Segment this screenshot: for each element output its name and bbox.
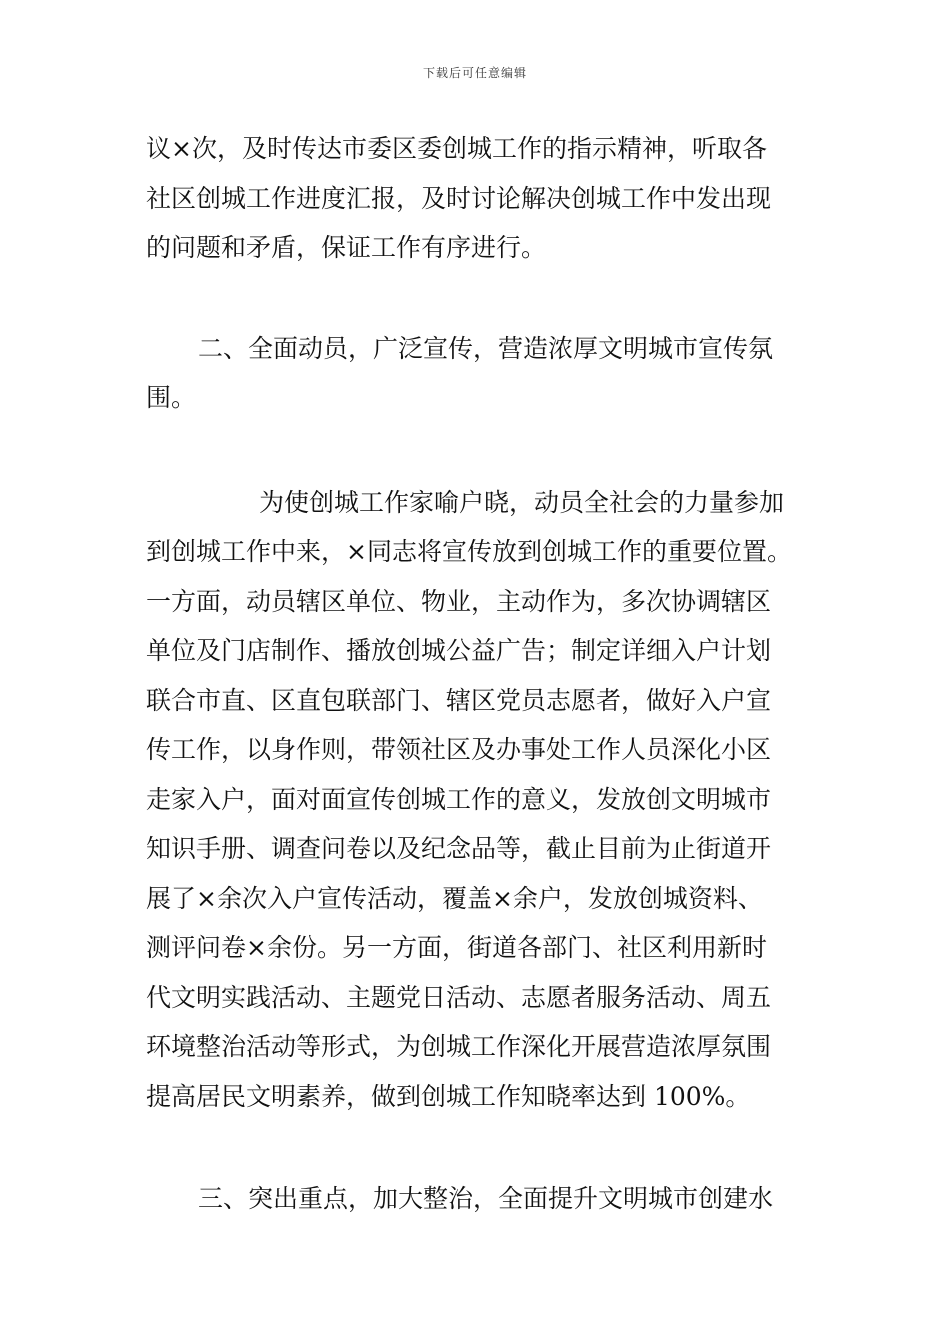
page-header: 下载后可任意编辑 (422, 66, 527, 80)
heading-line: 三、突出重点，加大整治，全面提升文明城市创建水 (198, 1184, 774, 1213)
paragraph-line: 提高居民文明素养，做到创城工作知晓率达到 100%。 (146, 1081, 751, 1111)
heading-line: 围。 (146, 383, 197, 412)
paragraph-line: 为使创城工作家喻户晓，动员全社会的力量参加 (259, 487, 785, 517)
paragraph-1 (146, 124, 810, 273)
paragraph-spacer (146, 273, 810, 324)
paragraph-line: 议×次，及时传达市委区委创城工作的指示精神，听取各 (146, 134, 767, 163)
paragraph-line: 展了×余次入户宣传活动，覆盖×余户，发放创城资料、 (146, 883, 763, 913)
paragraph-line: 联合市直、区直包联部门、辖区党员志愿者，做好入户宣 (146, 685, 772, 715)
paragraph-spacer (146, 1121, 810, 1174)
section-heading-2 (146, 324, 810, 423)
paragraph-line: 社区创城工作进度汇报，及时讨论解决创城工作中发出现 (146, 183, 772, 213)
paragraph-line: 传工作，以身作则，带领社区及办事处工作人员深化小区 (146, 735, 772, 764)
section-heading-3 (146, 1174, 810, 1224)
paragraph-line: 单位及门店制作、播放创城公益广告；制定详细入户计划 (146, 636, 772, 665)
paragraph-line: 环境整治活动等形式，为创城工作深化开展营造浓厚氛围 (146, 1032, 772, 1061)
document-body (146, 124, 810, 1224)
paragraph-line: 测评问卷×余份。另一方面，街道各部门、社区利用新时 (146, 933, 767, 962)
paragraph-line: 知识手册、调查问卷以及纪念品等，截止目前为止街道开 (146, 834, 772, 863)
paragraph-spacer (146, 423, 810, 478)
paragraph-2 (146, 478, 810, 1122)
paragraph-line: 一方面，动员辖区单位、物业，主动作为，多次协调辖区 (146, 586, 772, 616)
heading-line: 二、全面动员，广泛宣传，营造浓厚文明城市宣传氛 (198, 333, 774, 363)
paragraph-line: 代文明实践活动、主题党日活动、志愿者服务活动、周五 (146, 982, 772, 1012)
paragraph-line: 的问题和矛盾，保证工作有序进行。 (146, 233, 547, 262)
paragraph-line: 走家入户，面对面宣传创城工作的意义，发放创文明城市 (146, 784, 772, 814)
paragraph-line: 到创城工作中来，×同志将宣传放到创城工作的重要位置。 (146, 537, 792, 566)
